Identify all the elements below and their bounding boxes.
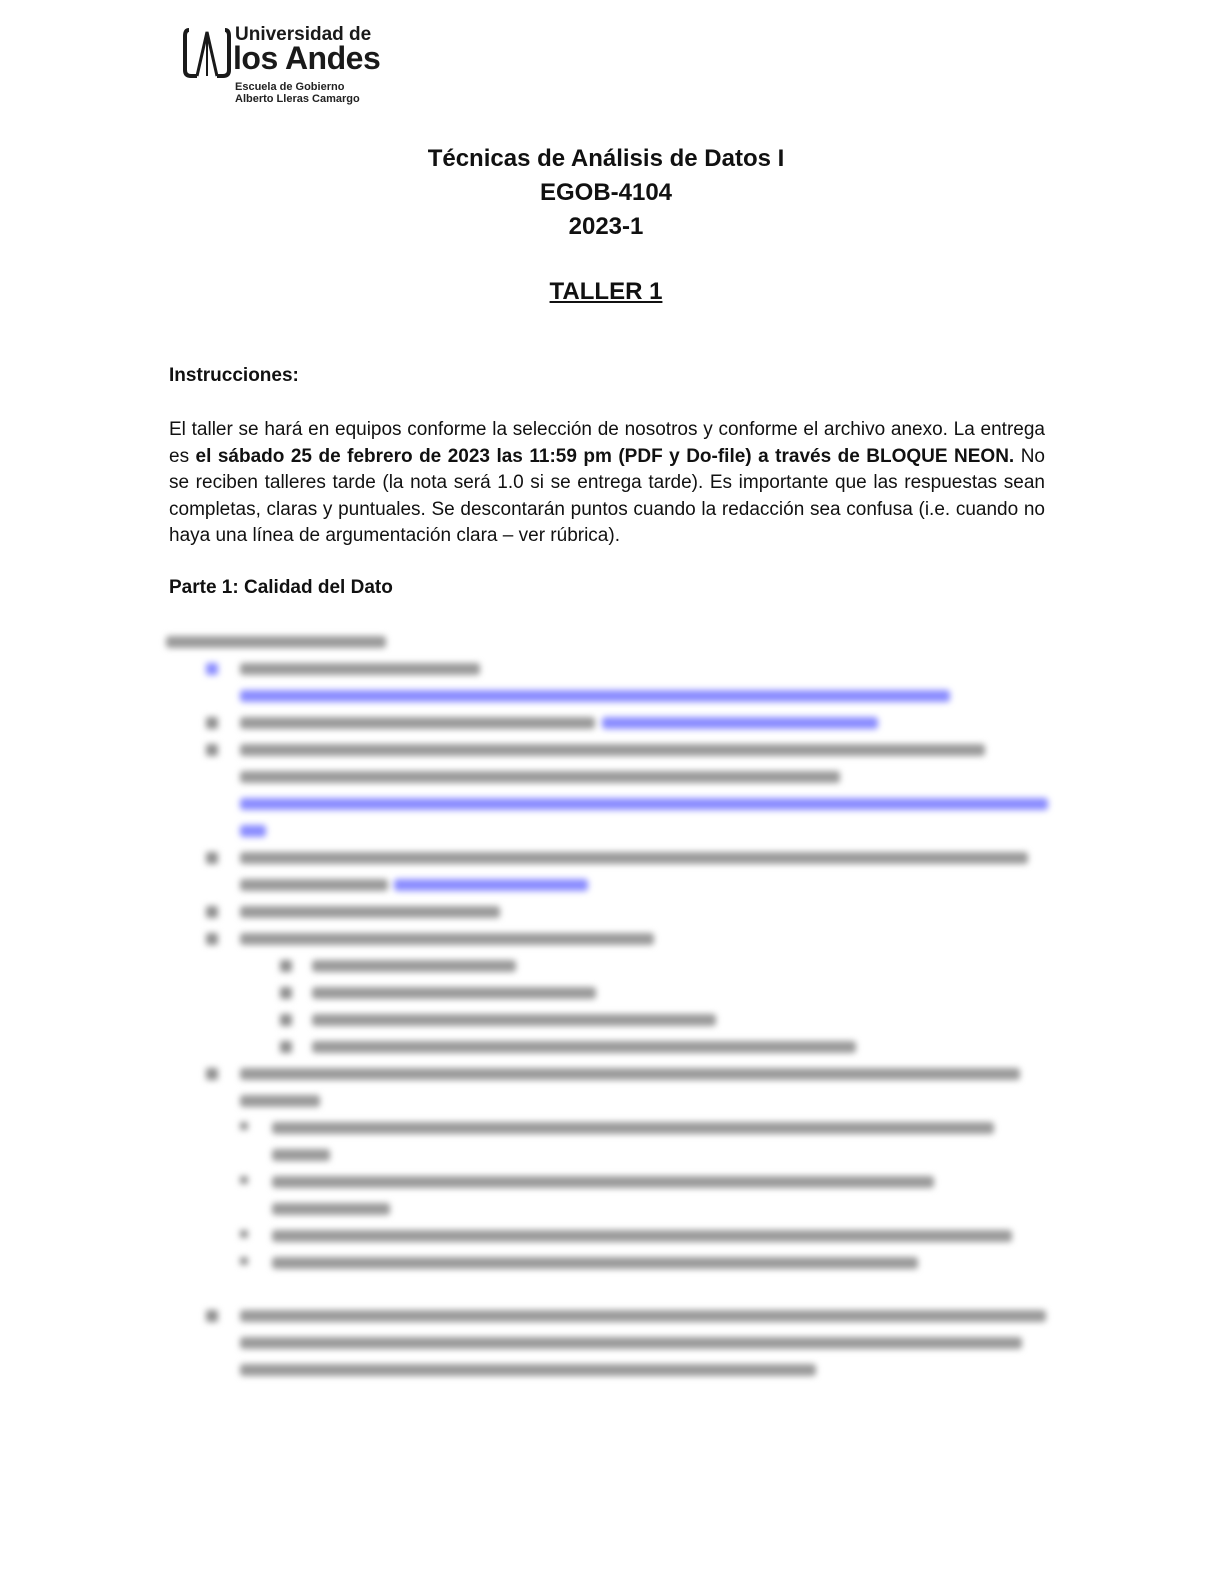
course-term: 2023-1 [568, 213, 644, 240]
instr-deadline: el sábado 25 de febrero de 2023 las 11:59 pm (PDF y Do-file) a través de BLOQUE NEON. [195, 445, 1015, 467]
logo-andes-text: los Andes [233, 40, 381, 76]
logo-school-text [235, 81, 360, 105]
document-title [0, 142, 1212, 244]
university-logo [183, 24, 381, 106]
instr-text-1: El taller se hará en equipos conforme la selección de nosotros y conforme el archivo anexo. La entrega es [169, 419, 1045, 467]
course-name: Técnicas de Análisis de Datos I [427, 145, 785, 172]
logo-alberto: Alberto Lleras Camargo [235, 93, 360, 105]
instrucciones-heading: Instrucciones: [169, 365, 299, 386]
course-code: EGOB-4104 [539, 179, 673, 206]
parte1-heading: Parte 1: Calidad del Dato [169, 577, 393, 598]
blurred-list-content [160, 628, 1060, 1388]
logo-escuela: Escuela de Gobierno [235, 81, 345, 93]
instrucciones-paragraph [169, 417, 1045, 550]
taller-title: TALLER 1 [549, 278, 663, 305]
instr-text-2: No se reciben talleres tarde (la nota será 1.0 si se entrega tarde). Es importante que las respuestas sean completas, claras y puntuales. Se descontarán puntos cuando la redacción sea confusa (i.e. cuando no haya una línea de argumentación clara – ver rúbrica). [169, 445, 1045, 546]
logo-university-text: Universidad de [235, 24, 372, 45]
andes-mountain-icon [183, 26, 231, 80]
